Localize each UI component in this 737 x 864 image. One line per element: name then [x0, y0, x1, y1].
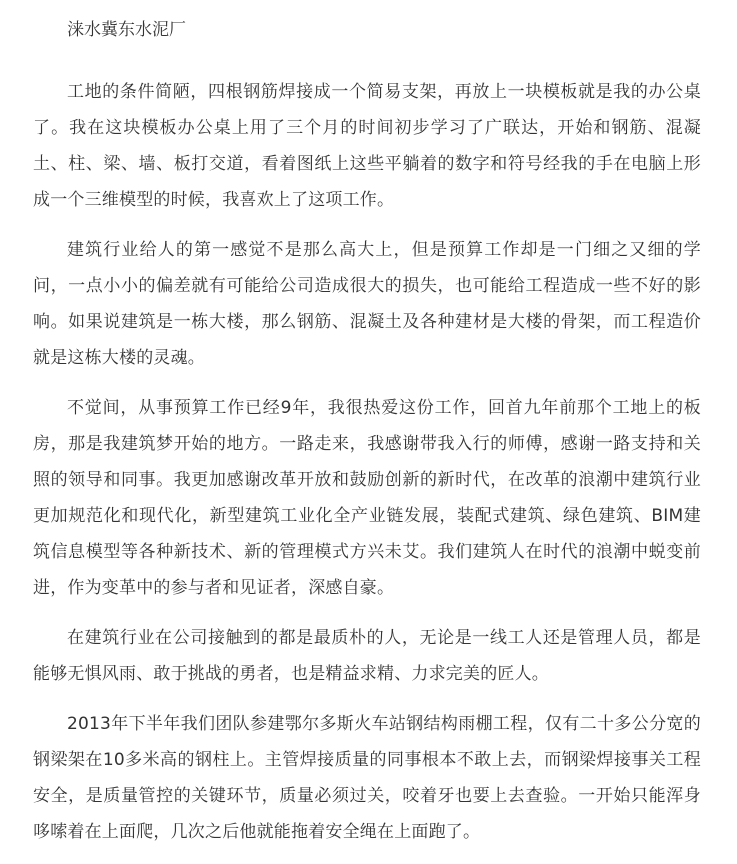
- author-affiliation: 涞水冀东水泥厂: [67, 20, 186, 40]
- paragraph-workplace: 工地的条件简陋，四根钢筋焊接成一个简易支架，再放上一块模板就是我的办公桌了。我在这块模板办公桌上用了三个月的时间初步学习了广联达，开始和钢筋、混凝土、柱、梁、墙、板打交道，看着图纸上这些平躺着的数字和符号经我的手在电脑上形成一个三维模型的时候，我喜欢上了这项工作。: [33, 82, 701, 210]
- paragraph-people: 在建筑行业在公司接触到的都是最质朴的人，无论是一线工人还是管理人员，都是能够无惧风雨、敢于挑战的勇者，也是精益求精、力求完美的匠人。: [33, 628, 701, 684]
- paragraph-nine-years: 不觉间，从事预算工作已经9年，我很热爱这份工作，回首九年前那个工地上的板房，那是我建筑梦开始的地方。一路走来，我感谢带我入行的师傅，感谢一路支持和关照的领导和同事。我更加感谢改革开放和鼓励创新的新时代，在改革的浪潮中建筑行业更加规范化和现代化，新型建筑工业化全产业链发展，装配式建筑、绿色建筑、BIM建筑信息模型等各种新技术、新的管理模式方兴未艾。我们建筑人在时代的浪潮中蜕变前进，作为变革中的参与者和见证者，深感自豪。: [33, 398, 701, 598]
- paragraph-ordos-project: 2013年下半年我们团队参建鄂尔多斯火车站钢结构雨棚工程，仅有二十多公分宽的钢梁架在10多米高的钢柱上。主管焊接质量的同事根本不敢上去，而钢梁焊接事关工程安全，是质量管控的关键环节，质量必须过关，咬着牙也要上去查验。一开始只能浑身哆嗦着在上面爬，几次之后他就能拖着安全绳在上面跑了。: [33, 714, 701, 842]
- paragraph-industry-impression: 建筑行业给人的第一感觉不是那么高大上，但是预算工作却是一门细之又细的学问，一点小小的偏差就有可能给公司造成很大的损失，也可能给工程造成一些不好的影响。如果说建筑是一栋大楼，那么钢筋、混凝土及各种建材是大楼的骨架，而工程造价就是这栋大楼的灵魂。: [33, 240, 701, 368]
